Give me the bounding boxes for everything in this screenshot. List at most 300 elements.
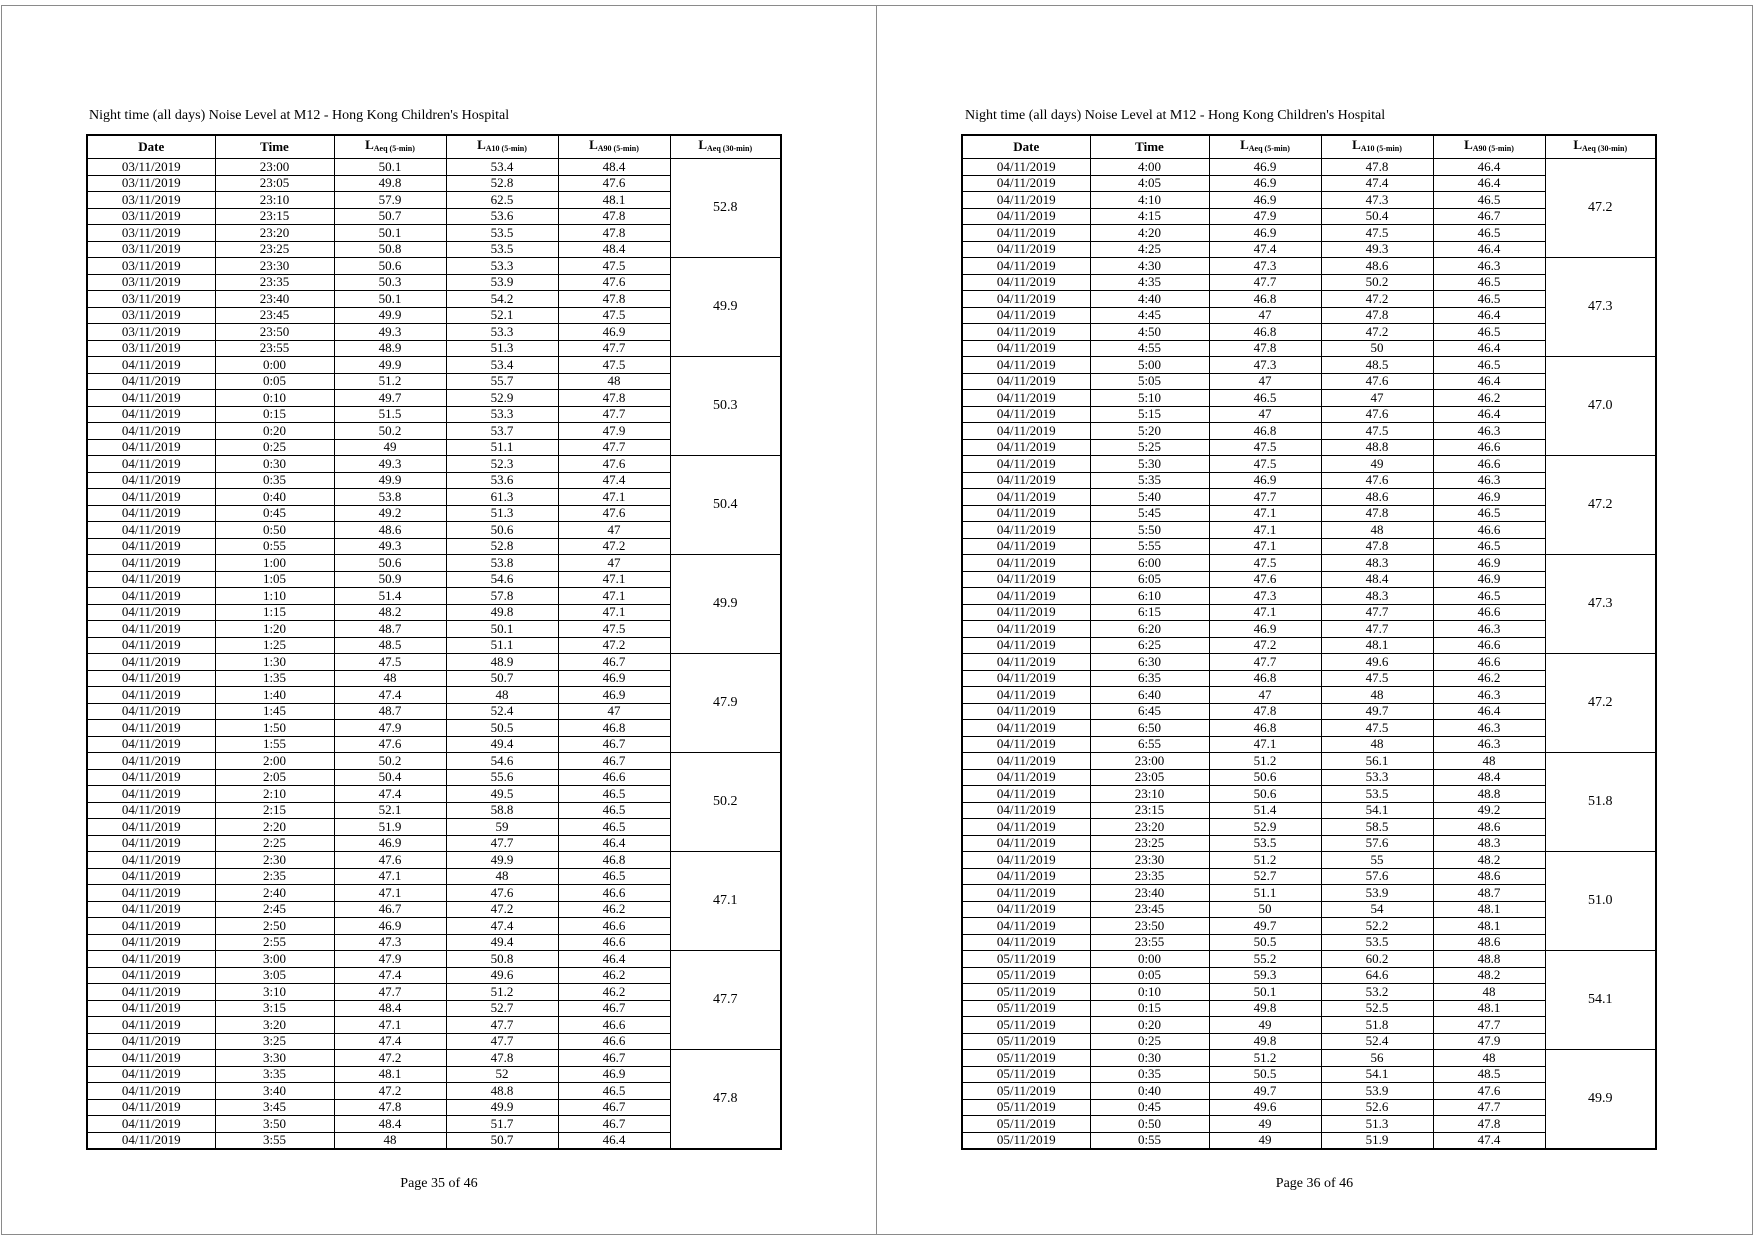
cell-la90-5min: 47.2 [558,538,670,555]
cell-laeq-30min: 47.3 [1545,258,1656,357]
cell-la10-5min: 55.6 [446,769,558,786]
cell-la10-5min: 52.9 [446,390,558,407]
table-row [962,1050,1656,1067]
cell-laeq-5min: 46.8 [1209,670,1321,687]
cell-laeq-30min: 47.1 [670,852,781,951]
cell-laeq-30min: 47.0 [1545,357,1656,456]
cell-la90-5min: 46.9 [558,1066,670,1083]
cell-la10-5min: 48.6 [1321,258,1433,275]
cell-date: 03/11/2019 [87,208,215,225]
cell-laeq-5min: 46.9 [1209,225,1321,242]
col-header-laeq-30min [1545,135,1656,159]
cell-la10-5min: 53.4 [446,357,558,374]
cell-date: 04/11/2019 [87,967,215,984]
cell-la10-5min: 47.8 [446,1050,558,1067]
cell-time: 23:45 [1090,901,1209,918]
cell-time: 1:40 [215,687,334,704]
cell-time: 6:05 [1090,571,1209,588]
cell-laeq-30min: 54.1 [1545,951,1656,1050]
cell-date: 05/11/2019 [962,951,1090,968]
cell-la90-5min: 46.8 [558,720,670,737]
cell-laeq-5min: 51.5 [334,406,446,423]
cell-time: 5:40 [1090,489,1209,506]
cell-la90-5min: 46.2 [1433,390,1545,407]
cell-la90-5min: 47.5 [558,258,670,275]
col-header-laeq-5min [334,135,446,159]
cell-la90-5min: 48.4 [558,159,670,176]
cell-time: 0:15 [215,406,334,423]
cell-time: 4:00 [1090,159,1209,176]
table-row [87,258,781,275]
cell-la10-5min: 50.4 [1321,208,1433,225]
cell-laeq-5min: 47 [1209,307,1321,324]
table-row [87,654,781,671]
cell-la10-5min: 52.4 [446,703,558,720]
col-header-la10-5min [446,135,558,159]
cell-date: 04/11/2019 [962,390,1090,407]
cell-la90-5min: 46.7 [558,753,670,770]
cell-laeq-5min: 49.3 [334,538,446,555]
col-header-main: L [1464,137,1473,152]
cell-la90-5min: 46.2 [558,967,670,984]
cell-la90-5min: 46.5 [1433,505,1545,522]
cell-laeq-5min: 47.3 [334,934,446,951]
cell-la10-5min: 53.8 [446,555,558,572]
cell-date: 03/11/2019 [87,241,215,258]
cell-time: 5:05 [1090,373,1209,390]
cell-laeq-30min: 50.4 [670,456,781,555]
cell-la90-5min: 46.5 [558,868,670,885]
cell-la10-5min: 62.5 [446,192,558,209]
cell-time: 2:15 [215,802,334,819]
cell-la10-5min: 51.7 [446,1116,558,1133]
col-header-sub: Aeq (30-min) [1582,144,1628,153]
cell-la90-5min: 46.4 [1433,340,1545,357]
cell-la90-5min: 46.5 [558,819,670,836]
cell-laeq-5min: 47.4 [334,1033,446,1050]
cell-laeq-5min: 47.5 [334,654,446,671]
table-row [87,852,781,869]
cell-time: 5:25 [1090,439,1209,456]
cell-laeq-5min: 59.3 [1209,967,1321,984]
cell-laeq-5min: 46.8 [1209,423,1321,440]
cell-la10-5min: 48.9 [446,654,558,671]
cell-la10-5min: 52.7 [446,1000,558,1017]
cell-date: 04/11/2019 [87,835,215,852]
cell-date: 04/11/2019 [962,439,1090,456]
cell-laeq-5min: 47.7 [1209,654,1321,671]
cell-time: 23:00 [1090,753,1209,770]
cell-date: 04/11/2019 [962,225,1090,242]
cell-la10-5min: 47.5 [1321,225,1433,242]
cell-la10-5min: 52.4 [1321,1033,1433,1050]
cell-laeq-5min: 47.1 [334,885,446,902]
cell-laeq-5min: 49.9 [334,307,446,324]
cell-la10-5min: 47 [1321,390,1433,407]
cell-laeq-5min: 52.7 [1209,868,1321,885]
cell-date: 04/11/2019 [87,555,215,572]
cell-la10-5min: 50.7 [446,1132,558,1149]
cell-laeq-5min: 47.1 [334,1017,446,1034]
cell-time: 0:30 [1090,1050,1209,1067]
cell-la90-5min: 46.5 [558,786,670,803]
cell-date: 03/11/2019 [87,324,215,341]
cell-date: 04/11/2019 [87,489,215,506]
cell-time: 3:40 [215,1083,334,1100]
cell-la10-5min: 47.2 [1321,291,1433,308]
cell-la10-5min: 50 [1321,340,1433,357]
cell-la10-5min: 53.5 [446,225,558,242]
cell-time: 3:25 [215,1033,334,1050]
cell-laeq-5min: 49 [1209,1017,1321,1034]
col-header-main: L [698,137,708,152]
cell-la10-5min: 55 [1321,852,1433,869]
cell-time: 0:45 [215,505,334,522]
cell-time: 23:05 [1090,769,1209,786]
cell-laeq-5min: 47.5 [1209,456,1321,473]
table-row [962,852,1656,869]
cell-la10-5min: 47.7 [1321,604,1433,621]
cell-date: 04/11/2019 [962,357,1090,374]
table-row [962,456,1656,473]
cell-la10-5min: 49.6 [1321,654,1433,671]
cell-date: 04/11/2019 [87,934,215,951]
cell-date: 04/11/2019 [87,868,215,885]
cell-la90-5min: 46.9 [558,670,670,687]
cell-laeq-30min: 50.3 [670,357,781,456]
cell-time: 6:35 [1090,670,1209,687]
cell-time: 5:15 [1090,406,1209,423]
col-header-sub: A90 (5-min) [597,144,639,153]
cell-time: 6:30 [1090,654,1209,671]
cell-la90-5min: 47.7 [1433,1017,1545,1034]
cell-date: 04/11/2019 [87,621,215,638]
cell-time: 1:50 [215,720,334,737]
cell-laeq-5min: 49.9 [334,357,446,374]
cell-la10-5min: 53.9 [1321,1083,1433,1100]
cell-laeq-5min: 50.1 [334,225,446,242]
cell-laeq-5min: 47.2 [334,1050,446,1067]
cell-date: 04/11/2019 [962,819,1090,836]
cell-laeq-5min: 48.1 [334,1066,446,1083]
cell-la90-5min: 48 [1433,984,1545,1001]
cell-time: 5:00 [1090,357,1209,374]
cell-la90-5min: 46.7 [558,736,670,753]
cell-la10-5min: 53.6 [446,472,558,489]
cell-time: 0:20 [1090,1017,1209,1034]
cell-laeq-5min: 50.1 [334,291,446,308]
col-header-la90-5min [558,135,670,159]
cell-time: 1:30 [215,654,334,671]
cell-la10-5min: 48 [1321,522,1433,539]
cell-la10-5min: 47.8 [1321,159,1433,176]
cell-laeq-5min: 48.4 [334,1000,446,1017]
cell-laeq-30min: 47.3 [1545,555,1656,654]
cell-date: 04/11/2019 [962,687,1090,704]
cell-date: 05/11/2019 [962,1050,1090,1067]
cell-date: 04/11/2019 [962,637,1090,654]
cell-la10-5min: 53.9 [446,274,558,291]
cell-laeq-5min: 50.6 [1209,786,1321,803]
cell-time: 23:20 [215,225,334,242]
cell-date: 04/11/2019 [962,786,1090,803]
cell-time: 23:30 [1090,852,1209,869]
cell-la10-5min: 47.3 [1321,192,1433,209]
col-header-laeq-30min [670,135,781,159]
table-row [962,753,1656,770]
cell-laeq-5min: 47.9 [334,720,446,737]
table-row [87,159,781,176]
cell-laeq-5min: 47.5 [1209,555,1321,572]
cell-laeq-5min: 46.9 [1209,621,1321,638]
page-number: Page 36 of 46 [1275,1176,1354,1191]
cell-la90-5min: 46.6 [558,1033,670,1050]
cell-la90-5min: 47.2 [558,637,670,654]
cell-la90-5min: 49.2 [1433,802,1545,819]
cell-la10-5min: 47.5 [1321,670,1433,687]
cell-time: 3:20 [215,1017,334,1034]
cell-time: 23:20 [1090,819,1209,836]
cell-laeq-5min: 46.8 [1209,291,1321,308]
cell-time: 3:50 [215,1116,334,1133]
cell-la10-5min: 51.3 [1321,1116,1433,1133]
page-number: Page 35 of 46 [400,1176,478,1191]
cell-laeq-30min: 47.2 [1545,654,1656,753]
cell-la90-5min: 46.3 [1433,472,1545,489]
cell-date: 04/11/2019 [87,1017,215,1034]
cell-laeq-5min: 46.7 [334,901,446,918]
cell-la90-5min: 46.7 [558,1099,670,1116]
cell-date: 05/11/2019 [962,1116,1090,1133]
table-row [87,1050,781,1067]
cell-date: 04/11/2019 [87,357,215,374]
cell-la90-5min: 46.6 [558,1017,670,1034]
cell-la90-5min: 47.5 [558,307,670,324]
cell-date: 04/11/2019 [962,489,1090,506]
cell-date: 04/11/2019 [962,670,1090,687]
cell-laeq-5min: 47.6 [1209,571,1321,588]
cell-la90-5min: 48.8 [1433,786,1545,803]
cell-laeq-5min: 50.7 [334,208,446,225]
cell-date: 04/11/2019 [962,505,1090,522]
col-header-main: L [1352,137,1361,152]
cell-laeq-5min: 47.6 [334,852,446,869]
cell-laeq-30min: 50.2 [670,753,781,852]
cell-la10-5min: 57.8 [446,588,558,605]
cell-la10-5min: 53.3 [446,406,558,423]
cell-date: 04/11/2019 [962,192,1090,209]
cell-la90-5min: 46.6 [1433,654,1545,671]
cell-date: 04/11/2019 [962,703,1090,720]
cell-la10-5min: 50.8 [446,951,558,968]
cell-laeq-5min: 47.7 [334,984,446,1001]
cell-laeq-5min: 47.1 [1209,505,1321,522]
cell-date: 04/11/2019 [962,555,1090,572]
cell-la10-5min: 59 [446,819,558,836]
cell-la90-5min: 46.3 [1433,720,1545,737]
cell-la90-5min: 46.6 [558,918,670,935]
cell-la90-5min: 47.6 [558,505,670,522]
col-header-main: L [477,137,486,152]
cell-time: 4:40 [1090,291,1209,308]
cell-date: 04/11/2019 [87,753,215,770]
cell-la10-5min: 49.9 [446,1099,558,1116]
cell-la90-5min: 48.7 [1433,885,1545,902]
cell-laeq-5min: 47.2 [334,1083,446,1100]
table-row [962,159,1656,176]
cell-date: 03/11/2019 [87,291,215,308]
cell-time: 5:45 [1090,505,1209,522]
cell-laeq-5min: 49.7 [1209,1083,1321,1100]
cell-laeq-5min: 46.5 [1209,390,1321,407]
cell-laeq-30min: 49.9 [670,555,781,654]
cell-la10-5min: 50.6 [446,522,558,539]
cell-time: 5:55 [1090,538,1209,555]
cell-time: 4:20 [1090,225,1209,242]
cell-la90-5min: 47.1 [558,588,670,605]
cell-laeq-5min: 46.9 [1209,472,1321,489]
table-row [87,555,781,572]
cell-date: 04/11/2019 [962,373,1090,390]
cell-la90-5min: 46.7 [1433,208,1545,225]
cell-laeq-5min: 47 [1209,373,1321,390]
cell-date: 04/11/2019 [87,538,215,555]
col-header-main: L [1573,137,1583,152]
cell-date: 04/11/2019 [87,786,215,803]
cell-time: 4:55 [1090,340,1209,357]
cell-time: 2:30 [215,852,334,869]
cell-laeq-5min: 51.2 [1209,852,1321,869]
cell-time: 1:55 [215,736,334,753]
cell-la90-5min: 46.5 [1433,324,1545,341]
cell-la10-5min: 48.3 [1321,555,1433,572]
table-title: Night time (all days) Noise Level at M12 - Hong Kong Children's Hospital [965,108,1386,123]
cell-laeq-5min: 47.8 [334,1099,446,1116]
cell-time: 23:10 [1090,786,1209,803]
cell-time: 3:30 [215,1050,334,1067]
cell-laeq-30min: 47.2 [1545,159,1656,258]
cell-time: 5:10 [1090,390,1209,407]
cell-laeq-5min: 48.7 [334,621,446,638]
cell-date: 04/11/2019 [87,1132,215,1149]
cell-time: 6:10 [1090,588,1209,605]
cell-laeq-5min: 55.2 [1209,951,1321,968]
cell-la10-5min: 51.3 [446,505,558,522]
cell-date: 04/11/2019 [962,291,1090,308]
cell-la90-5min: 46.4 [1433,159,1545,176]
cell-time: 4:05 [1090,175,1209,192]
cell-date: 04/11/2019 [962,571,1090,588]
cell-time: 23:15 [1090,802,1209,819]
col-header-la10-5min [1321,135,1433,159]
cell-time: 5:50 [1090,522,1209,539]
cell-time: 23:35 [215,274,334,291]
cell-la90-5min: 47.4 [558,472,670,489]
cell-la10-5min: 50.7 [446,670,558,687]
cell-date: 04/11/2019 [87,505,215,522]
cell-laeq-5min: 47.9 [334,951,446,968]
cell-la10-5min: 51.1 [446,637,558,654]
cell-date: 04/11/2019 [962,885,1090,902]
cell-la90-5min: 46.7 [558,1116,670,1133]
cell-la10-5min: 53.3 [1321,769,1433,786]
cell-la10-5min: 54 [1321,901,1433,918]
cell-date: 04/11/2019 [87,802,215,819]
cell-laeq-5min: 47.3 [1209,258,1321,275]
cell-la10-5min: 51.9 [1321,1132,1433,1149]
cell-la90-5min: 46.4 [1433,241,1545,258]
cell-la10-5min: 56 [1321,1050,1433,1067]
cell-laeq-5min: 51.1 [1209,885,1321,902]
cell-laeq-5min: 50.1 [334,159,446,176]
cell-la90-5min: 46.4 [1433,373,1545,390]
cell-laeq-5min: 47.3 [1209,588,1321,605]
cell-la90-5min: 46.4 [558,951,670,968]
cell-la10-5min: 53.5 [1321,934,1433,951]
report-page-left [1,5,877,1235]
cell-la90-5min: 46.5 [1433,588,1545,605]
cell-date: 05/11/2019 [962,984,1090,1001]
cell-date: 03/11/2019 [87,175,215,192]
cell-la90-5min: 46.4 [1433,703,1545,720]
cell-laeq-5min: 47.1 [1209,522,1321,539]
cell-time: 2:25 [215,835,334,852]
cell-time: 3:35 [215,1066,334,1083]
cell-la10-5min: 48 [446,687,558,704]
cell-date: 04/11/2019 [87,670,215,687]
cell-laeq-30min: 52.8 [670,159,781,258]
cell-la10-5min: 47.8 [1321,505,1433,522]
cell-date: 04/11/2019 [962,456,1090,473]
cell-la10-5min: 47.2 [1321,324,1433,341]
cell-la90-5min: 48.6 [1433,819,1545,836]
cell-laeq-5min: 47.8 [1209,703,1321,720]
cell-time: 1:35 [215,670,334,687]
cell-la90-5min: 46.7 [558,1000,670,1017]
noise-level-table [961,134,1657,1150]
cell-la90-5min: 47.8 [558,390,670,407]
cell-la10-5min: 48.4 [1321,571,1433,588]
cell-la90-5min: 46.6 [558,769,670,786]
cell-time: 0:40 [1090,1083,1209,1100]
col-header-date: Date [87,135,215,159]
cell-laeq-30min: 51.0 [1545,852,1656,951]
cell-laeq-5min: 46.8 [1209,720,1321,737]
cell-laeq-30min: 49.9 [670,258,781,357]
cell-date: 04/11/2019 [962,852,1090,869]
cell-time: 2:40 [215,885,334,902]
cell-date: 04/11/2019 [87,571,215,588]
cell-date: 04/11/2019 [962,769,1090,786]
cell-la10-5min: 48 [446,868,558,885]
cell-laeq-5min: 46.9 [1209,159,1321,176]
cell-la90-5min: 46.6 [1433,439,1545,456]
cell-laeq-30min: 47.7 [670,951,781,1050]
cell-time: 23:40 [1090,885,1209,902]
cell-la10-5min: 49.5 [446,786,558,803]
cell-la90-5min: 46.3 [1433,423,1545,440]
cell-date: 04/11/2019 [87,1033,215,1050]
cell-date: 04/11/2019 [962,868,1090,885]
cell-time: 23:15 [215,208,334,225]
cell-date: 05/11/2019 [962,1066,1090,1083]
cell-la10-5min: 47.6 [1321,472,1433,489]
cell-la90-5min: 48.5 [1433,1066,1545,1083]
cell-date: 04/11/2019 [962,522,1090,539]
cell-laeq-5min: 50.2 [334,753,446,770]
cell-la90-5min: 48.8 [1433,951,1545,968]
cell-la90-5min: 46.4 [1433,175,1545,192]
